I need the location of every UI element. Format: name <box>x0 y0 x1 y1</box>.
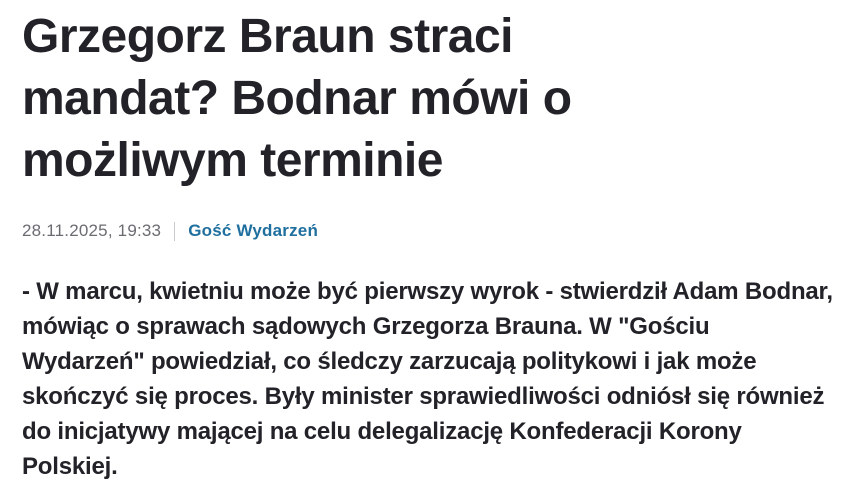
article-lead: - W marcu, kwietniu może być pierwszy wyrok - stwierdził Adam Bodnar, mówiąc o sprawach sądowych Grzegorza Brauna. W "Gościu Wydarzeń" powiedział, co śledczy zarzucają politykowi i jak może skończyć się proces. Były minister sprawiedliwości odniósł się również do inicjatywy mającej na celu delegalizację Konfederacji Korony Polskiej. <box>22 278 833 480</box>
headline-line-3: możliwym terminie <box>22 134 443 187</box>
category-link[interactable]: Gość Wydarzeń <box>188 221 319 240</box>
article-headline <box>22 6 837 192</box>
article-meta <box>22 221 837 241</box>
headline-line-2: mandat? Bodnar mówi o <box>22 72 572 125</box>
meta-divider <box>174 222 175 241</box>
publish-date: 28.11.2025, 19:33 <box>22 221 162 240</box>
headline-line-1: Grzegorz Braun straci <box>22 10 513 63</box>
